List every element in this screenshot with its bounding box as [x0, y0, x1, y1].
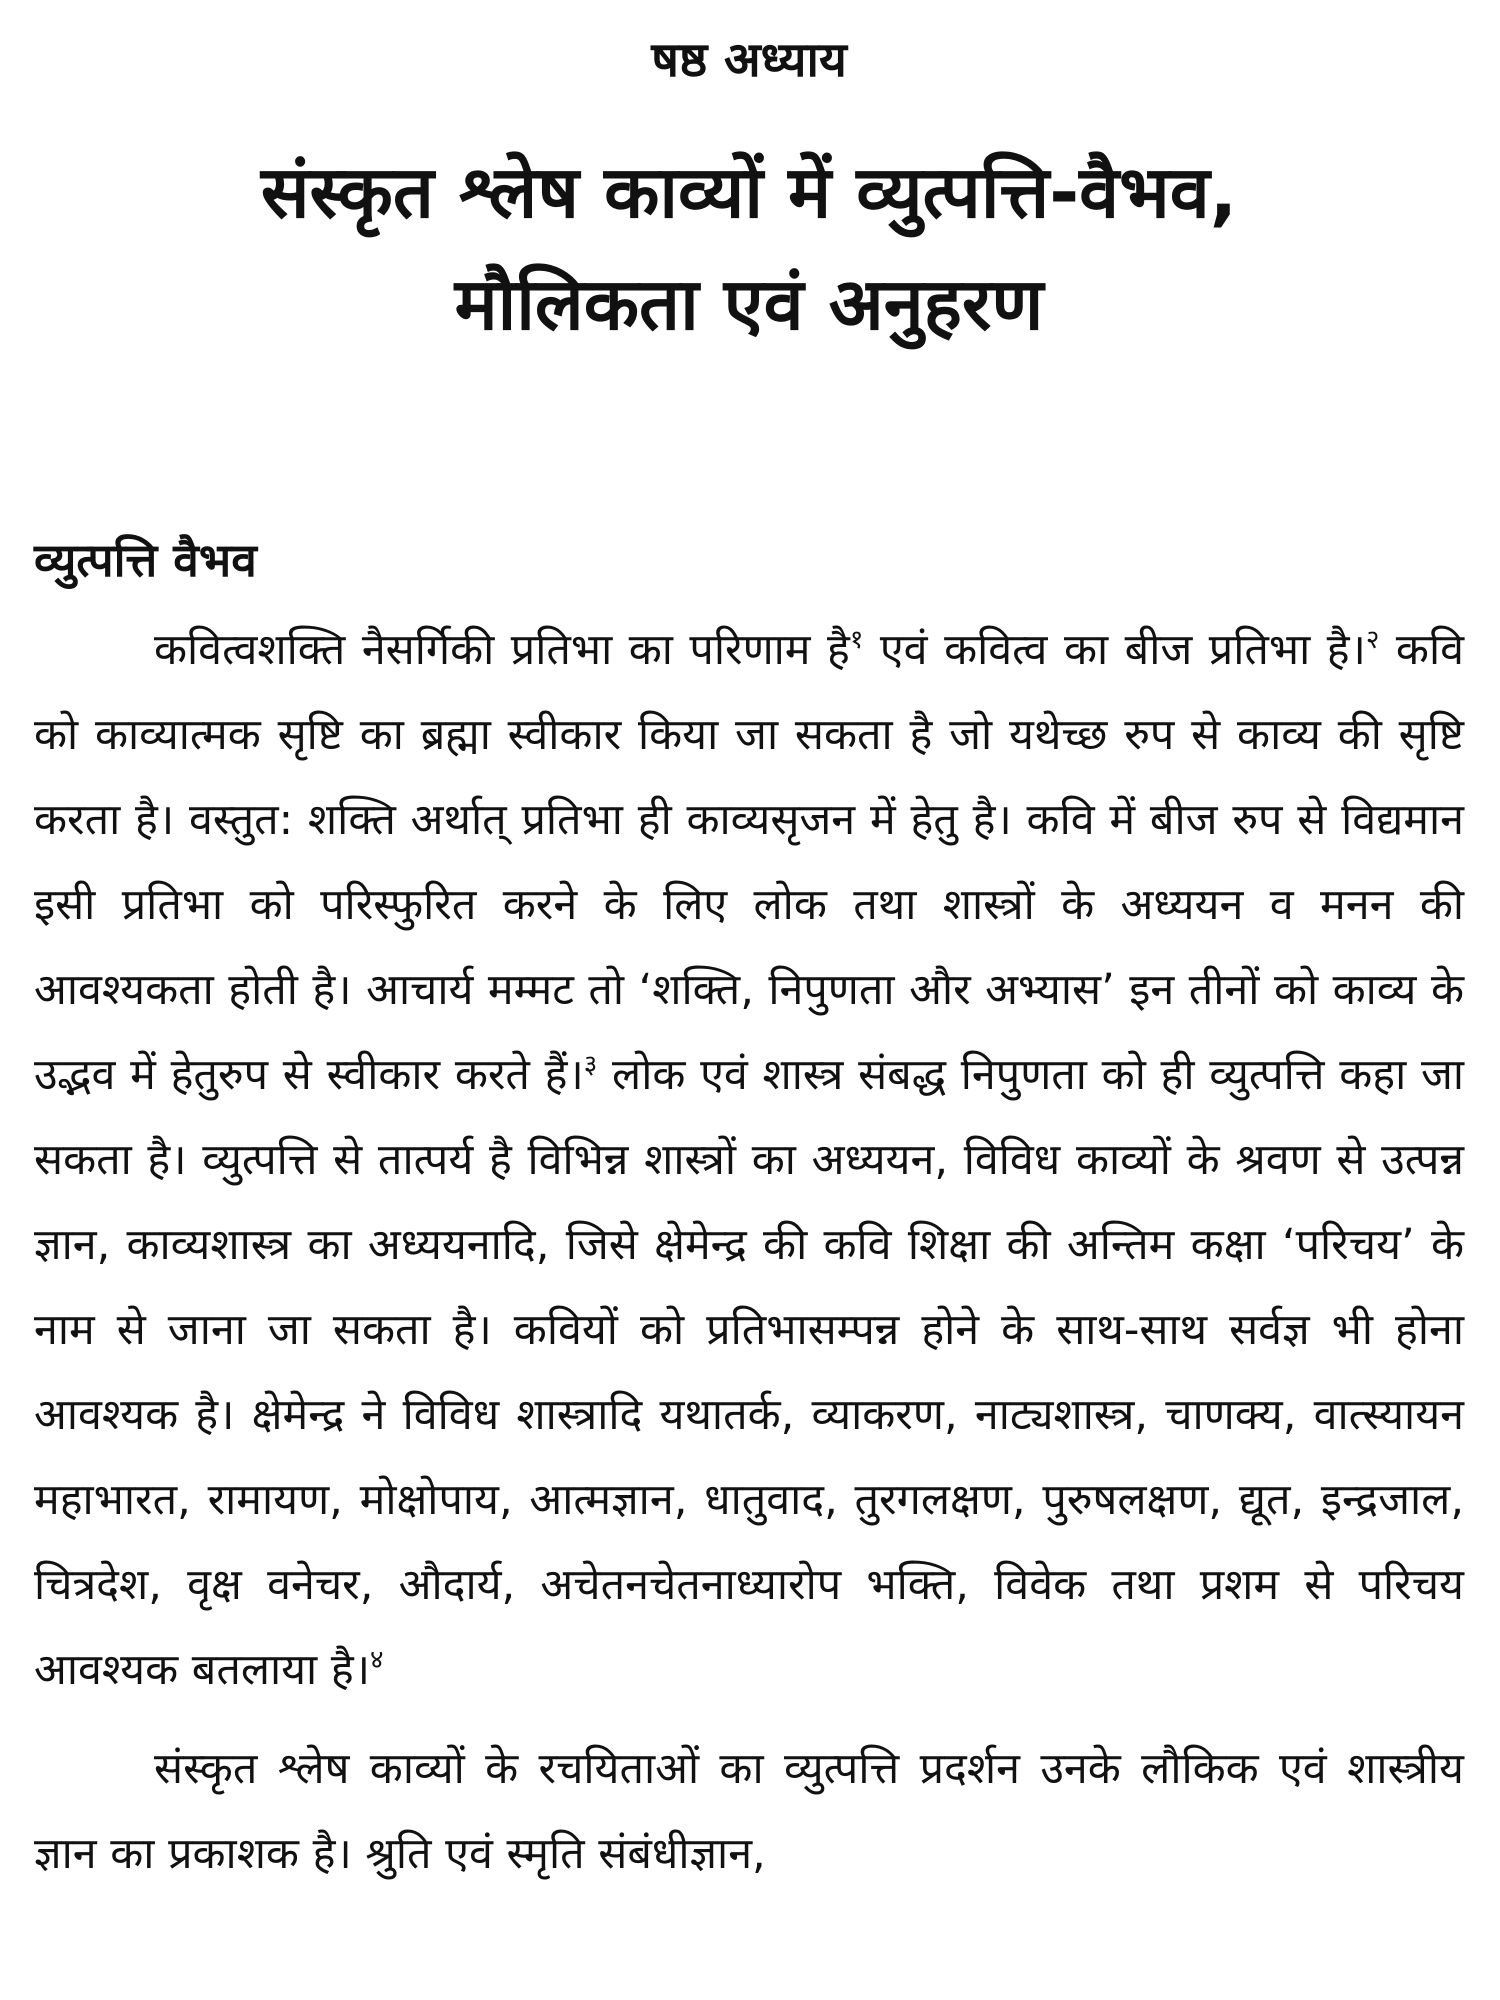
body-paragraph — [34, 608, 1464, 1713]
chapter-title — [34, 136, 1464, 360]
paragraph-text: कवि को काव्यात्मक सृष्टि का ब्रह्मा स्वीकार किया जा सकता है जो यथेच्छ रुप से काव्य की सृष्टि करता है। वस्तुत: शक्ति अर्थात् प्रतिभा ही काव्यसृजन में हेतु है। कवि में बीज रुप से विद्यमान इसी प्रतिभा को परिस्फुरित करने के लिए लोक तथा शास्त्रों के अध्ययन व मनन की आवश्यकता होती है। आचार्य मम्मट तो ‘शक्ति, निपुणता और अभ्यास’ इन तीनों को काव्य के उद्भव में हेतुरुप से स्वीकार करते हैं। — [34, 625, 1464, 1100]
footnote-marker: ४ — [370, 1645, 384, 1675]
footnote-marker: २ — [1365, 625, 1380, 655]
paragraph-text: संस्कृत श्लेष काव्यों के रचयिताओं का व्युत्पत्ति प्रदर्शन उनके लौकिक एवं शास्त्रीय ज्ञान का प्रकाशक है। श्रुति एवं स्मृति संबंधीज्ञान, — [34, 1744, 1464, 1879]
body-text — [34, 608, 1464, 1897]
chapter-title-line-2: मौलिकता एवं अनुहरण — [454, 262, 1044, 346]
paragraph-text: कवित्वशक्ति नैसर्गिकी प्रतिभा का परिणाम है — [154, 625, 850, 675]
paragraph-text: एवं कवित्व का बीज प्रतिभा है। — [863, 625, 1366, 675]
footnote-marker: १ — [849, 625, 864, 655]
footnote-marker: ३ — [583, 1050, 598, 1080]
chapter-title-line-1: संस्कृत श्लेष काव्यों में व्युत्पत्ति-वैभव, — [260, 150, 1238, 234]
body-paragraph — [34, 1727, 1464, 1897]
chapter-label: षष्ठ अध्याय — [651, 32, 847, 88]
section-heading: व्युत्पत्ति वैभव — [34, 533, 257, 587]
paragraph-text: लोक एवं शास्त्र संबद्ध निपुणता को ही व्युत्पत्ति कहा जा सकता है। व्युत्पत्ति से तात्पर्य है विभिन्न शास्त्रों का अध्ययन, विविध काव्यों के श्रवण से उत्पन्न ज्ञान, काव्यशास्त्र का अध्ययनादि, जिसे क्षेमेन्द्र की कवि शिक्षा की अन्तिम कक्षा ‘परिचय’ के नाम से जाना जा सकता है। कवियों को प्रतिभासम्पन्न होने के साथ-साथ सर्वज्ञ भी होना आवश्यक है। क्षेमेन्द्र ने विविध शास्त्रादि यथातर्क, व्याकरण, नाट्यशास्त्र, चाणक्य, वात्स्यायन महाभारत, रामायण, मोक्षोपाय, आत्मज्ञान, धातुवाद, तुरगलक्षण, पुरुषलक्षण, द्यूत, इन्द्रजाल, चित्रदेश, वृक्ष वनेचर, औदार्य, अचेतनचेतनाध्यारोप भक्ति, विवेक तथा प्रशम से परिचय आवश्यक बतलाया है। — [34, 1050, 1464, 1695]
